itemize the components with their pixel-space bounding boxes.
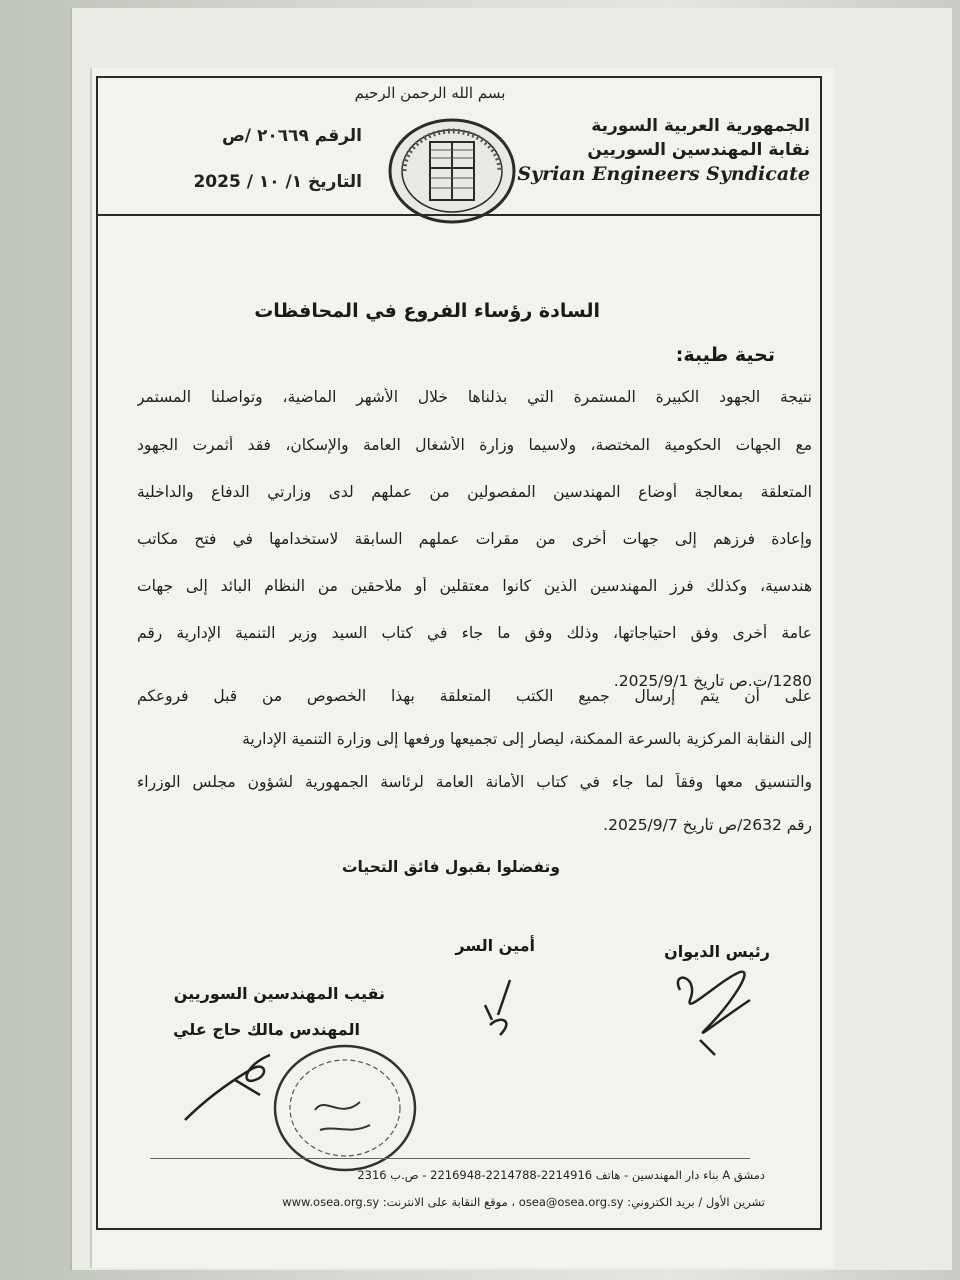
head-signature xyxy=(660,960,780,1060)
header-divider xyxy=(96,214,820,216)
country-name: الجمهورية العربية السورية xyxy=(591,116,810,136)
body-line-mixed xyxy=(137,730,812,748)
head-of-office-title: رئيس الديوان xyxy=(664,942,770,961)
body-line: وإعادة فرزهم إلى جهات أخرى من مقرات عملهم السابقة لاستخدامها في فتح مكاتب xyxy=(137,530,812,548)
body-line-underlined xyxy=(137,687,812,705)
official-stamp xyxy=(270,1040,420,1175)
body-line: رقم 2632/ص تاريخ 2025/9/7. xyxy=(603,816,812,834)
underlined-text: على أن يتم إرسال جميع الكتب المتعلقة بهذا الخصوص من قبل فروعكم xyxy=(137,687,812,705)
reference-date: التاريخ ١/ ١٠ / 2025 xyxy=(193,172,362,192)
secretary-title: أمين السر xyxy=(455,936,535,955)
org-name-english: Syrian Engineers Syndicate xyxy=(517,163,810,185)
body-text: ليصار إلى تجميعها ورفعها إلى وزارة التنمية الإدارية xyxy=(242,730,565,748)
syndicate-seal-logo xyxy=(388,118,516,224)
letter-title: السادة رؤساء الفروع في المحافظات xyxy=(254,300,600,322)
secretary-signature xyxy=(470,975,540,1045)
body-line: عامة أخرى وفق احتياجاتها، وذلك وفق ما جاء في كتاب السيد وزير التنمية الإدارية رقم xyxy=(137,624,812,642)
body-line: 1280/ت.ص تاريخ 2025/9/1. xyxy=(613,672,812,690)
body-line: مع الجهات الحكومية المختصة، ولاسيما وزارة الأشغال العامة والإسكان، فقد أثمرت الجهود xyxy=(137,436,812,454)
president-name: المهندس مالك حاج علي xyxy=(173,1020,360,1039)
underlined-text: إلى النقابة المركزية بالسرعة الممكنة، xyxy=(569,730,812,748)
basmala: بسم الله الرحمن الرحيم xyxy=(354,84,506,102)
body-line: المتعلقة بمعالجة أوضاع المهندسين المفصولين من عملهم لدى وزارتي الدفاع والداخلية xyxy=(137,483,812,501)
closing-phrase: وتفضلوا بقبول فائق التحيات xyxy=(341,858,560,876)
footer-contact: تشرين الأول / بريد الكتروني: osea@osea.org.sy ، موقع النقابة على الانترنت: www.osea.org.sy xyxy=(282,1195,765,1209)
body-line: هندسية، وكذلك فرز المهندسين الذين كانوا معتقلين أو ملاحقين من النظام البائد إلى جهات xyxy=(137,577,812,595)
greeting: تحية طيبة: xyxy=(675,344,775,366)
body-line: نتيجة الجهود الكبيرة المستمرة التي بذلناها خلال الأشهر الماضية، وتواصلنا المستمر xyxy=(137,388,812,406)
body-line: والتنسيق معها وفقاً لما جاء في كتاب الأمانة العامة لرئاسة الجمهورية لشؤون مجلس الوزراء xyxy=(137,773,812,791)
president-title: نقيب المهندسين السوريين xyxy=(173,984,385,1003)
reference-number: الرقم ٢٠٦٦٩ /ص xyxy=(221,126,362,146)
footer-address: دمشق A بناء دار المهندسين - هاتف 2214916-2214788-2216948 - ص.ب 2316 xyxy=(357,1168,765,1182)
footer-divider xyxy=(150,1158,750,1159)
org-name-arabic: نقابة المهندسين السوريين xyxy=(587,140,810,160)
